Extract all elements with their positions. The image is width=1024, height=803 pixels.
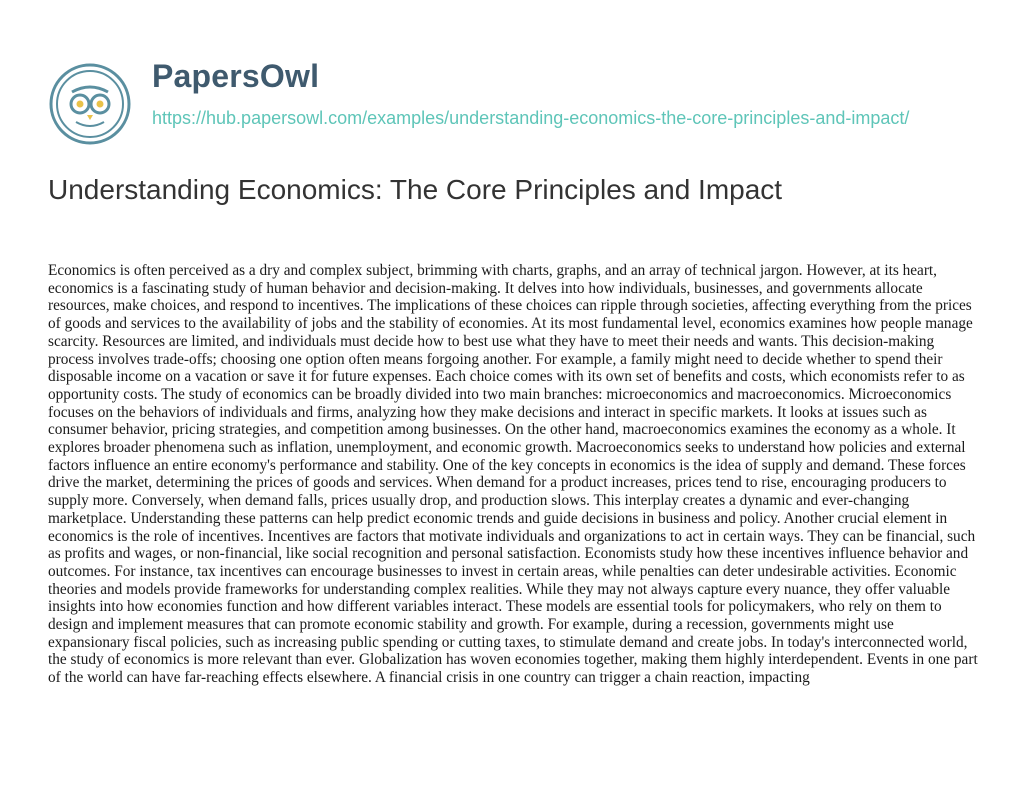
owl-icon	[48, 62, 132, 146]
document-body: Economics is often perceived as a dry and complex subject, brimming with charts, graphs, and an array of technical jargon. However, at its heart, economics is a fascinating study of human behavior and decision-making. It delves into how individuals, businesses, and governments allocate resources, make choices, and respond to incentives. The implications of these choices can ripple through societies, affecting everything from the prices of goods and services to the availability of jobs and the stability of economies. At its most fundamental level, economics examines how people manage scarcity. Resources are limited, and individuals must decide how to best use what they have to meet their needs and wants. This decision-making process involves trade-offs; choosing one option often means forgoing another. For example, a family might need to decide whether to spend their disposable income on a vacation or save it for future expenses. Each choice comes with its own set of benefits and costs, which economists refer to as opportunity costs. The study of economics can be broadly divided into two main branches: microeconomics and macroeconomics. Microeconomics focuses on the behaviors of individuals and firms, analyzing how they make decisions and interact in specific markets. It looks at issues such as consumer behavior, pricing strategies, and competition among businesses. On the other hand, macroeconomics examines the economy as a whole. It explores broader phenomena such as inflation, unemployment, and economic growth. Macroeconomics seeks to understand how policies and external factors influence an entire economy's performance and stability. One of the key concepts in economics is the idea of supply and demand. These forces drive the market, determining the prices of goods and services. When demand for a product increases, prices tend to rise, encouraging producers to supply more. Conversely, when demand falls, prices usually drop, and production slows. This interplay creates a dynamic and ever-changing marketplace. Understanding these patterns can help predict economic trends and guide decisions in business and policy. Another crucial element in economics is the role of incentives. Incentives are factors that motivate individuals and organizations to act in certain ways. They can be financial, such as profits and wages, or non-financial, like social recognition and personal satisfaction. Economists study how these incentives influence behavior and outcomes. For instance, tax incentives can encourage businesses to invest in certain areas, while penalties can deter undesirable activities. Economic theories and models provide frameworks for understanding complex realities. While they may not always capture every nuance, they offer valuable insights into how economies function and how different variables interact. These models are essential tools for policymakers, who rely on them to design and implement measures that can promote economic stability and growth. For example, during a recession, governments might use expansionary fiscal policies, such as increasing public spending or cutting taxes, to stimulate demand and create jobs. In today's interconnected world, the study of economics is more relevant than ever. Globalization has woven economies together, making them highly interdependent. Events in one part of the world can have far-reaching effects elsewhere. A financial crisis in one country can trigger a chain reaction, impacting	[48, 262, 978, 687]
source-url-link[interactable]: https://hub.papersowl.com/examples/understanding-economics-the-core-principles-and-impact/	[152, 108, 910, 128]
site-header	[48, 40, 978, 150]
brand-name[interactable]: PapersOwl	[152, 58, 320, 94]
document-title: Understanding Economics: The Core Principles and Impact	[48, 174, 783, 205]
